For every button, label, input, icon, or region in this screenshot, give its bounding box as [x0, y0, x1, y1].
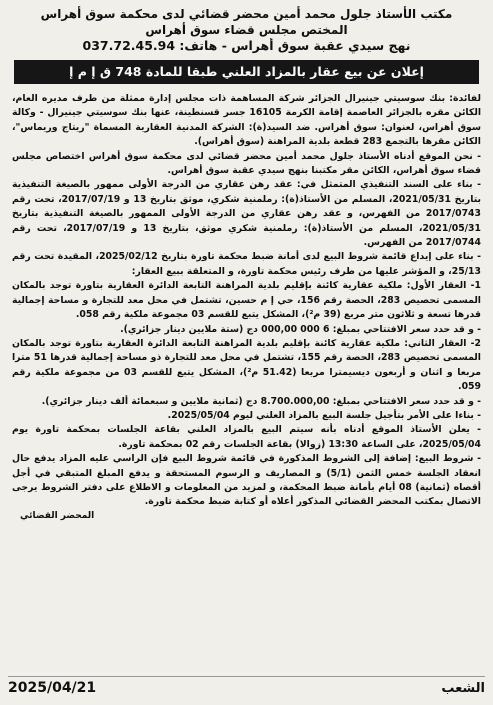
auction-date-paragraph: - يعلن الأستاذ الموقع أدناه بأنه سيتم البيع بالمزاد العلني بقاعة الجلسات بمحكمة تاورة يوم 2025/05/04، على الساعة 13:30 (زوالا) بقاعة الجلسات رقم 02 بمحكمة تاورة. — [12, 424, 481, 450]
notice-body — [8, 88, 485, 510]
notice-header — [8, 6, 485, 54]
office-address-phone: نهج سيدي عقبة سوق أهراس - هاتف: 037.72.45.94 — [82, 38, 411, 53]
newspaper-footer — [8, 676, 485, 699]
property-two-price: - و قد حدد سعر الافتتاحي بمبلغ: 8.700.000,00 دج (ثمانية ملايين و سبعمائة ألف دينار جزائري). — [41, 395, 481, 407]
court-jurisdiction: المختص مجلس قضاء سوق أهراس — [145, 23, 348, 37]
notice-title-banner: إعلان عن بيع عقار بالمزاد العلني طبقا للمادة 748 ق إ م إ — [14, 60, 479, 84]
parties-paragraph: لفائدة: بنك سوسيتي جينيرال الجزائر شركة المساهمة ذات مجلس إدارة ممثلة من طرف مديره العام، الكائن مقره بالجزائر العاصمة إقامة الكرمة 16105 جسر قسنطينة، عنها بنك سوسيتي جينيرال - وكالة سوق أهراس، لعنوان: سوق أهراس. ضد السيد(ة): الشركة المدنية العقارية المسماة "ريتاج وريماس"، الكائن مقرها بالتجمع 283 قطعة بلدية المراهنة (سوق أهراس). — [12, 93, 482, 148]
property-two-paragraph: 2- العقار الثاني: ملكية عقارية كائنة بإقليم بلدية المراهنة التابعة الدائرة العقارية بتاورة توجد بالمكان المسمى تحصيص 283، الحصة رقم 155، تشتمل في محل معد للتجارة ذو مساحة إجمالية قدرها 51 مترا مربعا و اثنان و أربعون ديسيمترا مربعا (51.42 م²)، المشكل يتبع للقسم 03 من مجموعة ملكية رقم 059. — [12, 337, 481, 393]
newspaper-name: الشعب — [441, 680, 485, 696]
property-one-price: - و قد حدد سعر الافتتاحي بمبلغ: 6 000 000,00 دج (ستة ملايين دينار جزائري). — [120, 323, 481, 335]
postponement-paragraph: - بناءا على الأمر بتأجيل جلسة البيع بالمزاد العلني ليوم 2025/05/04. — [167, 409, 481, 421]
sale-conditions-paragraph: - شروط البيع: إضافة إلى الشروط المذكورة في قائمة شروط البيع فإن الراسي عليه المزاد يدفع حال انعقاد الجلسة خمس الثمن (5/1) و المصاريف و الرسوم المستحقة و يدفع المبلغ المتبقي في أجل أقصاه (ثمانية) 08 أيام بأمانة ضبط المحكمة، و لمزيد من المعلومات و الاطلاع على دفتر الشروط يرجى الاتصال بمكتب المحضر القضائي المذكور أعلاه أو كتابة ضبط محكمة تاورة. — [12, 453, 481, 508]
bailiff-signature: المحضر القضائي — [20, 510, 95, 521]
conditions-filing-paragraph: - بناء على إيداع قائمة شروط البيع لدى أمانة ضبط محكمة تاورة بتاريخ 2025/02/12، المقيدة تحت رقم 25/13، و المؤشر عليها من طرف رئيس محكمة تاورة، و المتعلقة ببيع العقار: — [12, 251, 481, 277]
publication-date: 2025/04/21 — [8, 680, 97, 696]
executive-title-paragraph: - بناء على السند التنفيذي المتمثل في: عقد رهن عقاري من الدرجة الأولى ممهور بالصيغة التنفيذية بتاريخ 2021/05/31، المسلم من الأستاذ(ة): رملمنية شكري، موثق بتاريخ 13 و 2017/07/19، تحت رقم 2017/0743 من الفهرس، و عقد رهن عقاري من الدرجة الأولى الممهور بالصيغة التنفيذية بتاريخ 2021/05/31، المسلم من الأستاذ(ة): رملمنية شكري موثق، بتاريخ 13 و 2017/07/19، تحت رقم 2017/0744 من الفهرس. — [12, 179, 481, 249]
property-one-paragraph: 1- العقار الأول: ملكية عقارية كائنة بإقليم بلدية المراهنة التابعة الدائرة العقارية بتاورة توجد بالمكان المسمى تحصيص 283، الحصة رقم 156، حي إ م حسين، تشتمل في محل معد للتجارة و مساحة إجمالية قدرها تسعة و ثلاثون متر مربع (39 م²)، المشكل يتبع للقسم 03 مجموعة ملكية رقم 058. — [12, 280, 481, 321]
bailiff-office-title: مكتب الأستاذ جلول محمد أمين محضر قضائي لدى محكمة سوق أهراس — [40, 7, 453, 21]
bailiff-paragraph: - نحن الموقع أدناه الأستاذ جلول محمد أمين محضر قضائي لدى محكمة سوق أهراس اختصاص مجلس قضاء سوق أهراس، الكائن مقر مكتبنا بنهج سيدي عقبة سوق أهراس. — [12, 150, 481, 177]
